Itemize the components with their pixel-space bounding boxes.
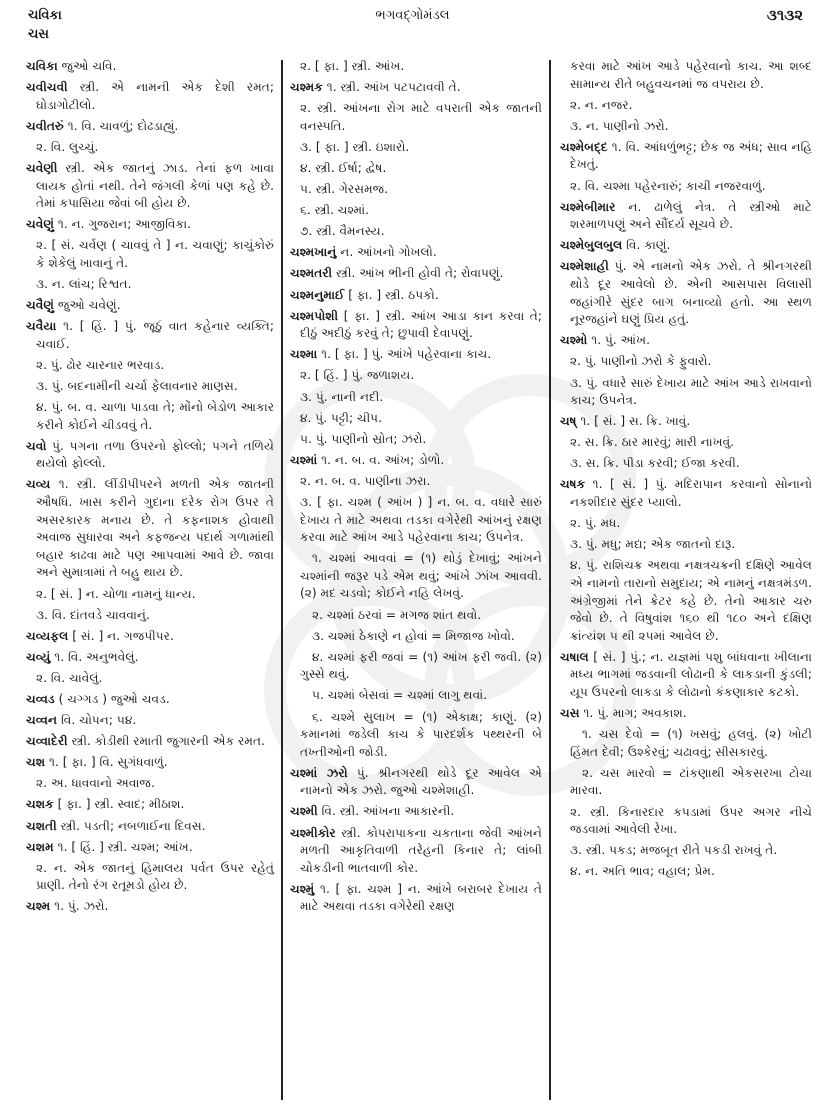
definition-text: ૧. [ હિં. ] સ્ત્રી. ચશ્મ; આંખ. [53,839,193,854]
definition-text: [ ફા. ] સ્ત્રી. સ્વાદ; મીઠાશ. [53,797,185,812]
entry-sense [560,557,812,645]
definition-text: સ્ત્રી. આંખ ભીની હોવી તે; રોવાપણું. [332,266,504,281]
definition-text: ૧. [ ફા. ચશ્મ ] ન. આંખે બરાબર દેખાય તે માટે અથવા તડકા વગેરેથી રક્ષણ [300,881,542,914]
entry-sense [290,550,542,603]
definition-text: ૧. ચશ્માં આવવાં = (૧) થોડું દેખાવું; આંખને ચશ્માંની જરૂર પડે એમ થવું; આંખે ઝાંખ આવવી. (૨) મદ ચડવો; કોઈને નહિ લેખવું. [300,551,542,601]
entry-sense [290,494,542,547]
definition-text: ૩. સ. ક્રિ. પીડા કરવી; ઈજા કરવી. [570,456,740,471]
definition-text: સ્ત્રી. કોપરાપાકના ચકતાના જેવી આંખને મળતી આકૃતિવાળી તરેહની કિનાર તે; લાંબી ચોકડીની ભાતવાળી કોર. [300,825,542,875]
headword: ચશ્મનુમાઈ [290,287,345,302]
definition-text: ૪. સ્ત્રી. ઈર્ષા; દ્વેષ. [300,160,387,175]
headword: ચવેણું [26,217,54,232]
headword: ચશ્મપોશી [290,308,339,323]
headword: ચશ્મતરી [290,266,333,281]
definition-text: ૩. પું. મધુ; મદ્ય; એક જાતનો દારૂ. [570,537,736,552]
dictionary-entry [290,79,542,97]
definition-text: ૨. સ્ત્રી. કિનારદાર કપડામાં ઉપર અગર નીચે જડવામાં આવેલી રેખા. [570,804,812,837]
page-number: ૩૧૩૨ [766,6,803,24]
entry-sense [26,237,274,272]
entry-sense [560,863,812,881]
dictionary-entry [560,649,812,702]
definition-text: ૧. પું. આંખ. [587,333,650,348]
definition-text: વિ. સ્ત્રી. આંખના આકારની. [317,804,455,819]
entry-sense [290,687,542,705]
headword: ચવિકા [26,59,58,73]
definition-text: કરવા માટે આંખ આડે પહેરવાનો કાચ. આ શબ્દ સામાન્ય રીતે બહુવચનમાં જ વપરાય છે. [570,59,812,91]
headword: ચશક [26,797,54,812]
column-1 [26,58,274,920]
definition-text: ૨. પું. મધ. [570,516,621,531]
dictionary-entry [26,649,274,667]
dictionary-entry [26,712,274,730]
dictionary-entry [26,476,274,582]
dictionary-entry [560,705,812,723]
definition-text: સ્ત્રી. એ નામની એક દેશી રમત; ઘોડાગોટીલો. [36,80,274,112]
definition-text: ૨. વિ. લુચ્ચું. [36,139,99,154]
definition-text: સ્ત્રી. કોડીથી રમાતી જુગારની એક રમત. [67,734,265,749]
definition-text: ૪. પું. બ. વ. ચાળા પાડવા તે; મોંનો બેડોળ આકાર કરીને કોઈને ચીડવવું તે. [36,400,274,432]
entry-sense [560,434,812,452]
headword: ચશ [26,755,46,770]
entry-sense [290,649,542,684]
entry-sense [560,515,812,533]
definition-text: ૨. ન. બ. વ. પાણીના ઝરા. [300,473,431,488]
dictionary-entry [560,413,812,431]
entry-sense [290,58,542,76]
definition-text: ૧. ચસ દેવો = (૧) ખસવું; હલવું. (૨) ખોટી હિંમત દેવી; ઉશ્કેરવું; ચઢાવવું; સીસકારવું. [570,727,812,759]
column-2 [290,58,542,920]
headword: ચશ્મીકોર [290,825,336,840]
definition-text: ન. આંખનો ગોખલો. [336,245,437,260]
definition-text: ૩. પું. નાની નદી. [300,389,384,404]
page-title: ભગવદ્ગોમંડલ [375,8,450,23]
definition-text: ૧. [ સં. ] સ. ક્રિ. ખાવું. [576,414,691,429]
entry-sense [290,223,542,241]
dictionary-entry [290,346,542,364]
entry-sense [290,160,542,178]
definition-text: ૩. વિ. દાંતવડે ચાવવાનું. [36,607,150,622]
headword: ચષાલ [560,649,589,664]
column-divider [549,60,551,1100]
definition-text: સ્ત્રી. પડતી; નબળાઈના દિવસ. [56,818,206,833]
entry-sense [26,775,274,793]
definition-text: ૪. ચશ્માં ફરી જવાં = (૧) આંખ ફરી જવી. (૨) ગુસ્સે થવું. [300,649,542,682]
definition-text: જુઓ ચવિ. [57,59,117,73]
dictionary-entry [290,244,542,262]
column-3 [560,58,812,884]
dictionary-entry [26,733,274,751]
definition-text: ૨. વિ. ચાવેલું. [36,670,103,685]
headword: ચશ્મેબીમાર [560,199,616,214]
entry-sense [560,353,812,371]
entry-sense [560,118,812,136]
dictionary-entry [560,332,812,350]
headword: ચશ્મ [26,899,51,914]
headword: ચસ [560,706,580,721]
entry-sense [290,181,542,199]
definition-text: ૨. સ. ક્રિ. ઠાર મારવું; મારી નાખવું. [570,435,735,450]
dictionary-entry [26,58,274,76]
definition-text: [ ફા. ] સ્ત્રી. આંખ આડા કાન કરવા તે; દીઠું અદીઠું કરવું તે; છુપાવી દેવાપણું. [300,308,542,341]
dictionary-entry [560,258,812,328]
headword: ચશ્મા [290,347,318,362]
entry-sense [560,536,812,554]
definition-text: ૨. ન. એક જાતનું હિમાલય પર્વત ઉપર રહેતું પ્રાણી. તેનો રંગ રતૂમડો હોય છે. [36,860,274,893]
dictionary-entry [290,825,542,878]
entry-sense [26,139,274,157]
entry-sense [290,389,542,407]
headword: ચવીચવી [26,80,68,95]
definition-text: ૧. વિ. અનુભવેલું. [50,649,139,664]
last-guide-word: ચસ [28,27,49,42]
definition-text: ૧. સ્ત્રી. લીંડીપીપરને મળતી એક જાતની ઔષધિ. ખાસ કરીને ગુદાના દરેક રોગ ઉપર તે અસરકારક મનાય છે. તે કફનાશક હોવાથી અવાજ સુધારવા અને કફજન્ય પદાર્થ ગળામાંથી બહાર કાઢવા માટે પણ આપવામાં આવે છે. જાવા અને સુમાત્રામાં તે બહુ થાય છે. [36,477,274,580]
entry-sense [26,607,274,625]
definition-text: ૧. પું. માગ; અવકાશ. [579,706,687,721]
dictionary-entry [26,796,274,814]
definition-text: [ સં. ] પું.; ન. યજ્ઞમાં પશુ બાંધવાના ખીલાના મધ્ય ભાગમાં જડવાની લોઢાની કે લાકડાની કુંડલી; યૂપ ઉપરનો લાકડા કે લોઢાનો કંકણાકાર કટકો. [570,649,812,699]
headword: ચશ્મેશાહી [560,259,609,274]
dictionary-entry [26,839,274,857]
definition-text: ૨. પું. ઢોર ચારનાર ભરવાડ. [36,357,165,372]
definition-text: ૩. ચશ્માં ઠેકાણે ન હોવાં = મિજાજ ખોવો. [312,628,515,643]
headword: ચવ્વન [26,713,58,728]
dictionary-entry [290,287,542,305]
dictionary-entry [290,803,542,821]
definition-text: ૨. ચશ્માં ઠરવાં = મગજ શાંત થવો. [312,607,482,622]
dictionary-entry [26,318,274,353]
entry-sense [26,378,274,396]
entry-sense [560,58,812,93]
definition-text: ૫. સ્ત્રી. ગેરસમજ. [300,182,389,197]
entry-sense [26,399,274,434]
definition-text: ૩. [ ફા. ] સ્ત્રી. ઇશારો. [300,139,410,154]
definition-text: ૬. સ્ત્રી. ચશ્માં. [300,203,369,218]
definition-text: ૨. [ સં. ] ન. ચોળા નામનું ધાન્ય. [36,586,196,601]
dictionary-entry [560,199,812,234]
entry-sense [26,670,274,688]
definition-text: પું. એ નામનો એક ઝરો. તે શ્રીનગરથી થોડે દૂર આવેલો છે. એની આસપાસ વિલાસી જહાંગીરે સુંદર બાગ બનાવ્યો હતો. આ સ્થળ નૂરજહાંને ઘણું પ્રિય હતું. [570,259,812,327]
entry-sense [26,276,274,294]
entry-sense [560,375,812,410]
headword: ચવૈણું [26,298,54,313]
dictionary-entry [26,297,274,315]
dictionary-entry [290,265,542,283]
headword: ચશ્મેબુલબુલ [560,238,623,253]
entry-sense [560,842,812,860]
definition-text: ૩. પું. બદનામીની ચર્ચા ફેલાવનાર માણસ. [36,379,238,393]
dictionary-entry [26,818,274,836]
headword: ચવ્વાદેરી [26,734,68,749]
dictionary-entry [560,237,812,255]
entry-sense [560,178,812,196]
definition-text: ૧. [ ફા. ] વિ. સુગંધવાળું. [45,755,168,770]
definition-text: સ્ત્રી. એક જાતનું ઝાડ. તેનાં ફળ ખાવા લાયક હોતાં નથી. તેને જંગલી કેળાં પણ કહે છે. તેમાં કપાસિયા જેવાં બી હોય છે. [36,160,274,211]
headword: ચશ્મેબદ્દ [560,139,608,154]
definition-text: ( ચગ્ગડ ) જુઓ ચવડ. [54,692,170,706]
entry-sense [290,709,542,762]
definition-text: ૧. [ હિં. ] પું. જૂઠું વાત કહેનાર વ્યક્તિ; ચવાઈ. [36,319,274,351]
definition-text: ૧. ન. બ. વ. આંખ; ડોળો. [317,452,445,467]
definition-text: ૩. સ્ત્રી. પકડ; મજબૂત રીતે પકડી રાખવું તે. [570,843,778,858]
definition-text: ૨. [ ફા. ] સ્ત્રી. આંખ. [300,59,405,73]
definition-text: ૪. પું. પટ્ટી; ચીપ. [300,410,382,425]
entry-sense [560,804,812,839]
entry-sense [26,586,274,604]
column-divider [281,60,283,1100]
headword: ચશ્મક [290,80,323,95]
headword: ચશ્મું [290,881,315,896]
definition-text: જુઓ ચવેણું. [53,298,121,313]
definition-text: પું. પગના તળા ઉપરનો ફોલ્લો; પગને તળિયે થયેલો ફોલ્લો. [36,438,274,471]
dictionary-entry [26,79,274,114]
dictionary-entry [26,628,274,646]
dictionary-entry [290,881,542,916]
entry-sense [26,860,274,895]
definition-text: ૨. [ સં. ચર્વણ ( ચાવવું તે ] ન. ચવાણું; કાચુંકોરું કે શેકેલું ખાવાનું તે. [36,238,274,270]
definition-text: ૧. [ સં. ] પું. મદિરાપાન કરવાનો સોનાનો નકશીદાર સુંદર પ્યાલો. [570,477,812,510]
definition-text: ૪. પું. રાશિચક્ર અથવા નક્ષત્રચક્રની દક્ષિણે આવેલ એ નામનો તારાનો સમુદાય; એ નામનું નક્ષત્રમંડળ. અંગ્રેજીમાં તેને ક્રેટર કહે છે. તેનો આકાર ચરુ જેવો છે. તે વિષુવાંશ ૧૬૦ થી ૧૮૦ અને દક્ષિણ ક્રાંત્યંશ ૫ થી ૨૫માં આવેલ છે. [570,558,812,643]
entry-sense [290,607,542,625]
definition-text: ૧. [ ફા. ] પું. આંખે પહેરવાના કાચ. [317,347,492,362]
dictionary-entry [26,118,274,136]
definition-text: ૨. અ. ધાવવાનો અવાજ. [36,776,155,791]
dictionary-entry [26,438,274,473]
definition-text: વિ. કાણું. [622,238,671,253]
dictionary-entry [26,160,274,213]
headword: ચવ્યફલ [26,628,69,643]
definition-text: ૫. પું. પાણીનો સ્રોત; ઝરો. [300,431,427,446]
definition-text: ૭. સ્ત્રી. વૈમનસ્ય. [300,224,385,239]
definition-text: ૩. પું. વધારે સારું દેખાય માટે આંખ આડે રાખવાનો કાચ; ઉપનેત્ર. [570,375,812,408]
headword: ચવો [26,438,47,453]
definition-text: ૨. ચસ મારવો = ટાંકણાથી એકસરખા ટોચા મારવા. [570,765,812,798]
definition-text: ૬. ચશ્મે સુલાખ = (૧) એકાક્ષ; કાણું. (૨) કમાનમાં જડેલી કાચ કે પારદર્શક પથ્થરની બે તખ્તીઓની જોડી. [300,709,542,759]
dictionary-entry [560,139,812,174]
entry-sense [290,473,542,491]
dictionary-entry [26,898,274,916]
dictionary-entry [26,754,274,772]
dictionary-entry [26,216,274,234]
definition-text: પું. શ્રીનગરથી થોડે દૂર આવેલ એ નામનો એક ઝરો. જુઓ ચશ્મેશાહી. [300,765,542,798]
dictionary-entry [290,452,542,470]
entry-sense [290,367,542,385]
definition-text: ૨. સ્ત્રી. આંખના રોગ માટે વપરાતી એક જાતની વનસ્પતિ. [300,101,542,133]
definition-text: ૧. વિ. આંધળુંભટ્ટ; છેક જ અંધ; સાવ નહિ દેખતું. [570,139,812,172]
entry-sense [290,139,542,157]
definition-text: વિ. ચોપન; ૫૪. [57,713,137,728]
entry-sense [290,628,542,646]
definition-text: ૧. પું. ઝરો. [50,899,109,914]
entry-sense [290,431,542,449]
definition-text: ૨. ન. નજર. [570,97,633,112]
headword: ચવેણી [26,160,58,175]
definition-text: ૩. ન. પાણીનો ઝરો. [570,118,669,133]
headword: ચશ્મી [290,804,318,819]
headword: ચવ્વડ [26,692,55,706]
dictionary-entry [290,765,542,800]
entry-sense [560,726,812,761]
dictionary-entry [290,308,542,343]
headword: ચશમ [26,839,54,854]
headword: ચષક [560,477,586,492]
definition-text: ૩. [ ફા. ચશ્મ ( આંખ ) ] ન. બ. વ. વધારે સારું દેખાય તે માટે અથવા તડકા વગેરેથી આંખનું રક્ષણ કરવા માટે આંખ આડે પહેરવાના કાચ; ઉપનેત્ર. [300,494,542,545]
headword: ચવૈયા [26,319,57,334]
entry-sense [560,765,812,800]
definition-text: ૧. ન. ગુજરાન; આજીવિકા. [53,217,191,232]
definition-text: ૧. વિ. ચાવળું; દોઢડાહ્યું. [63,118,179,133]
definition-text: ૨. પું. પાણીનો ઝરો કે ફુવારો. [570,354,712,369]
definition-text: ન. ઢાળેલું નેત્ર. તે સ્ત્રીઓ માટે શરમાળપણું અને સૌંદર્ય સૂચવે છે. [570,199,812,232]
entry-sense [560,97,812,115]
dictionary-entry [26,691,274,709]
headword: ચશ્મખાનું [290,245,337,260]
definition-text: [ ફા. ] સ્ત્રી. ઠપકો. [344,287,439,302]
definition-text: ૧. સ્ત્રી. આંખ પટપટાવવી તે. [322,80,461,95]
first-guide-word: ચવિકા [28,8,62,23]
definition-text: ૨. વિ. ચશ્મા પહેરનારું; કાચી નજરવાળું. [570,178,766,193]
entry-sense [560,455,812,473]
entry-sense [290,100,542,135]
headword: ચશ્માં [290,452,318,467]
entry-sense [290,202,542,220]
definition-text: ૫. ચશ્માં બેસવાં = ચશ્માં લાગુ થવાં. [312,688,488,703]
headword: ચવ્ય [26,477,51,492]
dictionary-entry [560,476,812,511]
entry-sense [26,357,274,375]
entry-sense [290,410,542,428]
definition-text: ૩. ન. લાંચ; રિશ્વત. [36,277,132,292]
definition-text: ૨. [ હિં. ] પું. જળાશય. [300,368,415,383]
headword: ચશતી [26,818,57,833]
definition-text: ૪. ન. અતિ ભાવ; વહાલ; પ્રેમ. [570,864,715,879]
headword: ચવ્યું [26,649,51,664]
headword: ચવીતરું [26,118,64,133]
headword: ચશ્માં ઝરો [290,765,348,780]
definition-text: [ સં. ] ન. ગજપીપર. [68,628,174,643]
headword: ચશ્મો [560,333,588,348]
headword: ચષ્ [560,414,577,429]
